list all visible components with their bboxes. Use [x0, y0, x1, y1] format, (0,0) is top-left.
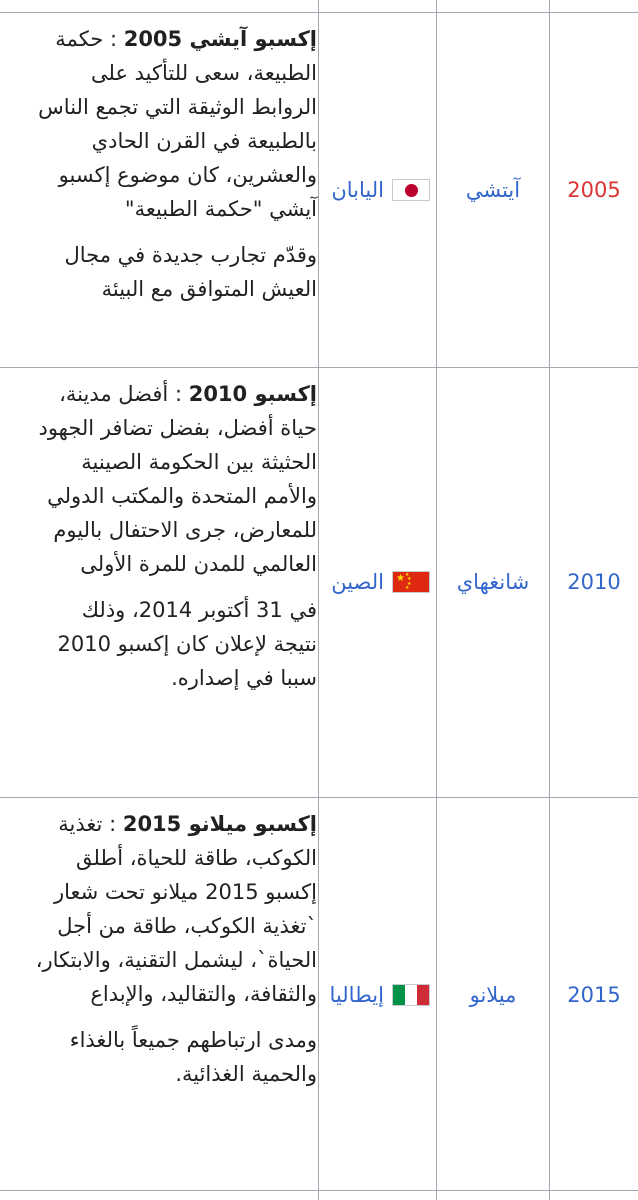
expo-title: إكسبو 2010	[188, 382, 317, 406]
expo-extra-paragraph: في 31 أكتوبر 2014، وذلك نتيجة لإعلان كان إكسبو 2010 سببا في إصداره.	[57, 598, 317, 690]
row-2010-city[interactable]: شانغهاي	[456, 570, 530, 594]
japan-flag-icon	[392, 179, 430, 201]
expo-theme: : حكمة الطبيعة، سعى للتأكيد على الروابط الوثيقة التي تجمع الناس بالطبيعة في القرن الحادي والعشرين، كان موضوع إكسبو آيشي "حكمة الطبيعة"	[38, 27, 317, 221]
country-link[interactable]: اليابان	[331, 178, 384, 202]
expo-theme: : أفضل مدينة، حياة أفضل، بفضل تضافر الجهود الحثيثة بين الحكومة الصينية والأمم المتحدة والمكتب الدولي للمعارض، جرى الاحتفال باليوم العالمي للمدن للمرة الأولى	[38, 382, 317, 576]
row-2015-year[interactable]: 2015	[567, 983, 621, 1007]
row-divider	[0, 367, 638, 368]
row-2005-year[interactable]: 2005	[567, 178, 621, 202]
country-link[interactable]: الصين	[331, 570, 384, 594]
expo-title: إكسبو ميلانو 2015	[122, 812, 317, 836]
expo-extra-paragraph: ومدى ارتباطهم جميعاً بالغذاء والحمية الغذائية.	[69, 1028, 317, 1086]
row-2015-description	[35, 807, 317, 1103]
row-2005-description	[35, 22, 317, 318]
row-divider	[0, 1190, 638, 1191]
row-divider	[0, 12, 638, 13]
row-2010-year[interactable]: 2010	[567, 570, 621, 594]
expo-title: إكسبو آيشي 2005	[123, 27, 317, 51]
row-2015-city[interactable]: ميلانو	[469, 983, 517, 1007]
column-divider	[318, 0, 319, 1200]
row-2010-country[interactable]	[320, 570, 436, 594]
row-2015-country[interactable]	[320, 983, 436, 1007]
expo-extra-paragraph: وقدّم تجارب جديدة في مجال العيش المتوافق مع البيئة	[64, 243, 317, 301]
row-2005-city[interactable]: آيتشي	[465, 178, 521, 202]
china-flag-icon: ★ ★ ★ ★ ★	[392, 571, 430, 593]
row-2005-country[interactable]	[320, 178, 436, 202]
row-2010-description	[35, 377, 317, 707]
italy-flag-icon	[392, 984, 430, 1006]
expo-theme: : تغذية الكوكب، طاقة للحياة، أطلق إكسبو 2015 ميلانو تحت شعار `تغذية الكوكب، طاقة من أجل الحياة`، ليشمل التقنية، والابتكار، والثقافة، والتقاليد، والإبداع	[35, 812, 317, 1006]
country-link[interactable]: إيطاليا	[329, 983, 384, 1007]
row-divider	[0, 797, 638, 798]
